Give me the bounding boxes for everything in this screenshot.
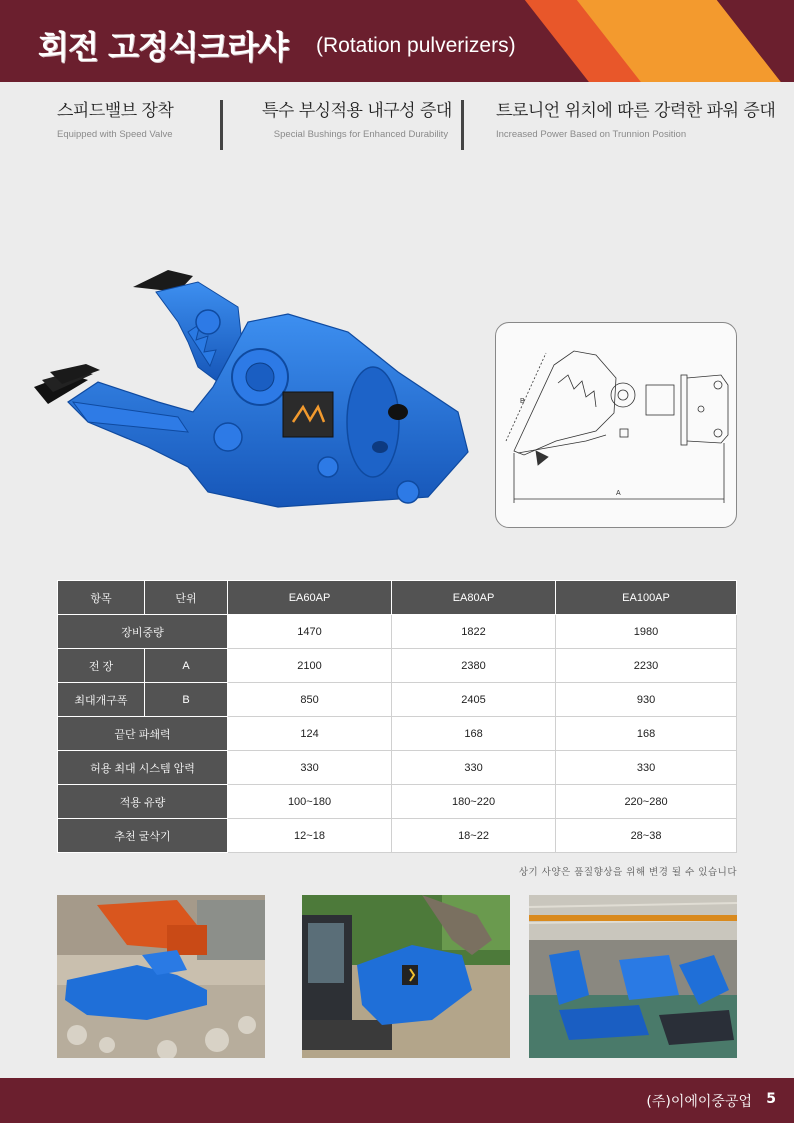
feature-subtitle: Equipped with Speed Valve — [57, 129, 173, 140]
table-row — [58, 649, 737, 683]
table-cell: 180~220 — [392, 785, 556, 819]
row-unit: B — [145, 683, 228, 717]
row-unit: A — [145, 649, 228, 683]
pulverizer-line-drawing — [496, 323, 736, 527]
table-row — [58, 819, 737, 853]
row-label: 허용 최대 시스템 압력 — [58, 751, 228, 785]
feature-title: 트로니언 위치에 따른 강력한 파워 증대 — [496, 101, 776, 121]
table-header-model: EA60AP — [228, 581, 392, 615]
table-cell: 168 — [556, 717, 737, 751]
feature-speed-valve — [57, 96, 173, 140]
page-title-english: (Rotation pulverizers) — [316, 34, 516, 57]
table-header-model: EA80AP — [392, 581, 556, 615]
table-cell: 1822 — [392, 615, 556, 649]
feature-subtitle: Special Bushings for Enhanced Durability — [273, 129, 449, 140]
page-header — [0, 0, 794, 82]
table-cell: 2380 — [392, 649, 556, 683]
table-header-item: 항목 — [58, 581, 145, 615]
feature-title: 스피드밸브 장착 — [57, 101, 174, 121]
table-cell: 220~280 — [556, 785, 737, 819]
table-cell: 1980 — [556, 615, 737, 649]
page-title-korean: 회전 고정식크라샤 — [38, 28, 288, 66]
table-cell: 2100 — [228, 649, 392, 683]
table-row — [58, 683, 737, 717]
feature-trunnion-power — [496, 96, 775, 140]
row-label: 끝단 파쇄력 — [58, 717, 228, 751]
table-cell: 930 — [556, 683, 737, 717]
table-header-model: EA100AP — [556, 581, 737, 615]
row-label: 장비중량 — [58, 615, 228, 649]
feature-divider — [220, 100, 223, 150]
table-row — [58, 785, 737, 819]
dimension-label-b: B — [520, 398, 525, 405]
page-footer — [0, 1078, 794, 1123]
table-cell: 100~180 — [228, 785, 392, 819]
feature-divider — [461, 100, 464, 150]
table-cell: 168 — [392, 717, 556, 751]
table-header-row — [58, 581, 737, 615]
spec-change-note: 상기 사양은 품질향상을 위해 변경 될 수 있습니다 — [518, 867, 737, 878]
feature-subtitle: Increased Power Based on Trunnion Position — [496, 129, 687, 140]
feature-list — [0, 96, 794, 156]
row-label: 최대개구폭 — [58, 683, 145, 717]
table-row — [58, 615, 737, 649]
table-cell: 28~38 — [556, 819, 737, 853]
row-label: 추천 굴삭기 — [58, 819, 228, 853]
table-cell: 2230 — [556, 649, 737, 683]
table-cell: 1470 — [228, 615, 392, 649]
table-row — [58, 717, 737, 751]
row-label: 전 장 — [58, 649, 145, 683]
feature-title: 특수 부싱적용 내구성 증대 — [262, 101, 452, 121]
page-number: 5 — [766, 1091, 776, 1107]
table-cell: 18~22 — [392, 819, 556, 853]
spec-table — [57, 580, 737, 853]
photo-factory-floor — [529, 895, 737, 1058]
table-header-unit: 단위 — [145, 581, 228, 615]
dimension-label-a: A — [616, 490, 621, 497]
table-cell: 12~18 — [228, 819, 392, 853]
table-cell: 330 — [228, 751, 392, 785]
feature-bushings — [262, 96, 452, 140]
dimension-diagram — [495, 322, 737, 528]
table-row — [58, 751, 737, 785]
table-cell: 330 — [556, 751, 737, 785]
table-cell: 124 — [228, 717, 392, 751]
product-image-pulverizer — [28, 262, 478, 527]
row-label: 적용 유량 — [58, 785, 228, 819]
company-name: (주)이에이중공업 — [646, 1094, 752, 1110]
table-cell: 2405 — [392, 683, 556, 717]
photo-excavator-field — [302, 895, 510, 1058]
table-cell: 850 — [228, 683, 392, 717]
table-cell: 330 — [392, 751, 556, 785]
photo-demolition-site — [57, 895, 265, 1058]
